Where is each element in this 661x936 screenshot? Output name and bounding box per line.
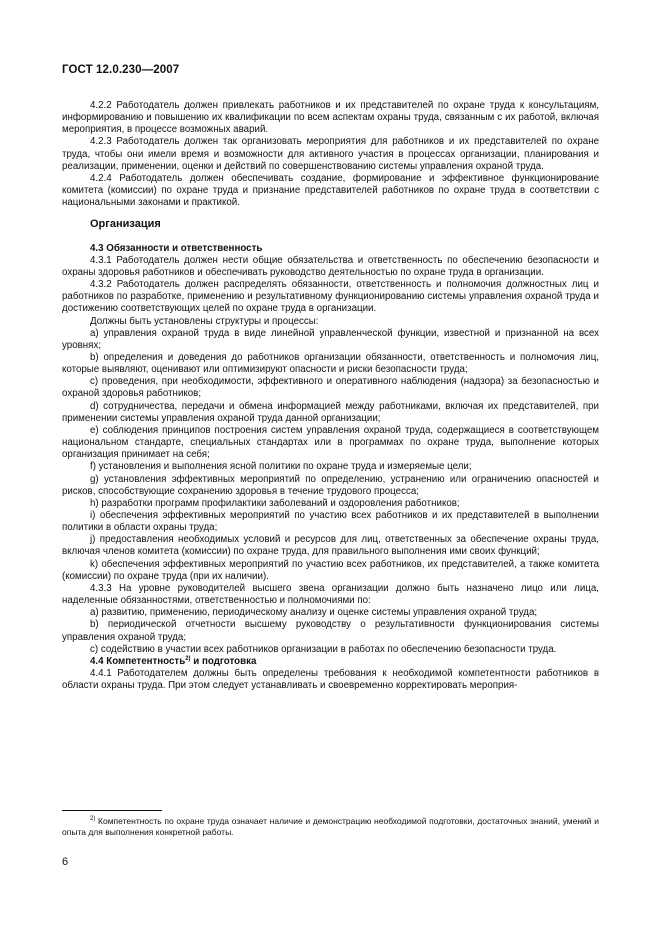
paragraph: 4.3.2 Работодатель должен распределять обязанности, ответственность и полномочия должностных лиц и работников по разработке, применению и результативному функционированию системы управления охраной труда и достижению соответствующих целей по охране труда в организации.: [62, 279, 599, 315]
page-number: 6: [62, 856, 69, 868]
list-item: c) содействию в участии всех работников организации в работах по обеспечению безопасности труда.: [90, 643, 557, 655]
section-title: Организация: [90, 218, 161, 231]
footnote-ref[interactable]: 2): [185, 655, 191, 662]
footnote: [62, 816, 599, 838]
list-item: b) определения и доведения до работников организации обязанности, ответственность и полномочия лиц, которые выявляют, оценивают или оптимизируют опасности и риски безопасности труда;: [62, 351, 599, 376]
paragraph: 4.2.4 Работодатель должен обеспечивать создание, формирование и эффективное функционирование комитета (комиссии) по охране труда и признание представителей работников по охране труда в соответствии с национальными законами и практикой.: [62, 172, 599, 209]
page-body: [62, 100, 599, 692]
list-item: g) установления эффективных мероприятий по определению, устранению или ограничению опасностей и рисков, способствующие сохранению здоровья в течение трудового процесса;: [62, 473, 599, 497]
list-item: b) периодической отчетности высшему руководству о результативности функционирования системы управления охраной труда;: [62, 619, 599, 643]
list-item: k) обеспечения эффективных мероприятий по участию всех работников, их представителей, а также комитета (комиссии) по охране труда (при их наличии).: [62, 558, 599, 582]
footnote-divider: [62, 810, 162, 811]
subsection-title-text: 4.4 Компетентность: [90, 655, 186, 667]
list-item: a) управления охраной труда в виде линейной управленческой функции, известной и признанной на всех уровнях;: [62, 327, 599, 351]
paragraph: 4.4.1 Работодателем должны быть определены требования к необходимой компетентности работников в области охраны труда. При этом следует устанавливать и своевременно корректировать мероприя-: [62, 668, 599, 692]
paragraph: 4.2.3 Работодатель должен так организовать мероприятия для работников и их представителей по охране труда, чтобы они имели время и возможности для активного участия в процессах организации, планирования и реализации, применении, оценки и действий по совершенствованию системы управления охраной труда.: [62, 136, 599, 172]
list-item: e) соблюдения принципов построения систем управления охраной труда, содержащиеся в соответствующем национальном стандарте, специальных стандартах или в программах по охране труда, выполнение которых организация принимает на себя;: [62, 424, 599, 461]
subsection-title: 4.3 Обязанности и ответственность: [90, 242, 263, 254]
list-item: d) сотрудничества, передачи и обмена информацией между работниками, включая их представителей, при применении системы управления охраной труда данной организации;: [62, 400, 599, 424]
footnote-mark: 2): [90, 816, 96, 822]
footnote-text: Компетентность по охране труда означает наличие и демонстрацию необходимой подготовки, достаточных знаний, умений и опыта для выполнения конкретной работы.: [62, 816, 599, 837]
list-item: i) обеспечения эффективных мероприятий по участию всех работников и их представителей в выполнении политики в области охраны труда;: [62, 510, 599, 534]
list-item: c) проведения, при необходимости, эффективного и оперативного наблюдения (надзора) за безопасностью и охраной здоровья работников;: [62, 376, 599, 400]
paragraph: 4.3.3 На уровне руководителей высшего звена организации должно быть назначено лицо или лица, наделенные обязанностями, ответственностью и полномочиями по:: [62, 582, 599, 607]
list-item: j) предоставления необходимых условий и ресурсов для лиц, ответственных за обеспечение охраны труда, включая членов комитета (комиссии) по охране труда, для правильного выполнения ими своих функций;: [62, 534, 599, 558]
document-header: ГОСТ 12.0.230—2007: [62, 64, 180, 76]
paragraph: Должны быть установлены структуры и процессы:: [90, 315, 319, 327]
subsection-title: [62, 656, 599, 668]
paragraph: 4.2.2 Работодатель должен привлекать работников и их представителей по охране труда к консультациям, информированию и повышению их квалификации по всем аспектам охраны труда, связанным с их работой, включая мероприятия, в процессе возможных аварий.: [62, 100, 599, 136]
list-item: h) разработки программ профилактики заболеваний и оздоровления работников;: [90, 497, 460, 509]
paragraph: 4.3.1 Работодатель должен нести общие обязательства и ответственность по обеспечению безопасности и охраны здоровья работников и обеспечивать руководство деятельностью по охране труда в организации.: [62, 254, 599, 278]
subsection-title-tail: и подготовка: [190, 655, 257, 667]
list-item: a) развитию, применению, периодическому анализу и оценке системы управления охраной труда;: [90, 607, 538, 619]
list-item: f) установления и выполнения ясной политики по охране труда и измеряемые цели;: [90, 461, 472, 473]
